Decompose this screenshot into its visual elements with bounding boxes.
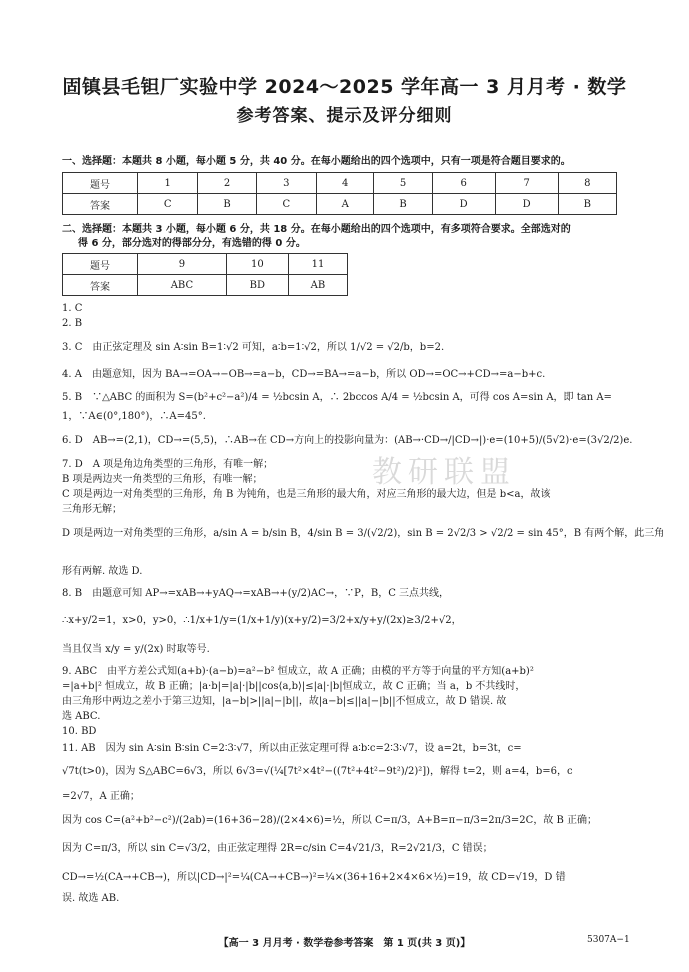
solution-line: 形有两解. 故选 D. [62, 566, 143, 577]
solution-line: 9. ABC 由平方差公式知(a+b)·(a−b)=a²−b² 恒成立，故 A 正确；由模的平方等于向量的平方知(a+b)² [62, 666, 534, 677]
table-cell: AB [288, 275, 347, 296]
table-row [63, 173, 617, 194]
solution-line: 因为 cos C=(a²+b²−c²)/(2ab)=(16+36−28)/(2×4×6)=½，所以 C=π/3，A+B=π−π/3=2π/3=2C，故 B 正确； [62, 815, 598, 826]
document-code: 5307A−1 [587, 935, 630, 945]
table-cell: 4 [317, 173, 374, 194]
table-cell: B [558, 194, 616, 215]
page-title: 固镇县毛钽厂实验中学 2024～2025 学年高一 3 月月考 · 数学 [62, 76, 627, 98]
solution-line: 5. B ∵△ABC 的面积为 S=(b²+c²−a²)/4 = ½bcsin A，∴ 2bccos A/4 = ½bcsin A，可得 cos A=sin A，即 tan A= [62, 392, 612, 403]
table-cell: 11 [288, 254, 347, 275]
table-cell: 5 [374, 173, 432, 194]
table-cell: C [256, 194, 316, 215]
solution-line: ∴x+y/2=1，x>0，y>0，∴1/x+1/y=(1/x+1/y)(x+y/2)=3/2+x/y+y/(2x)≥3/2+√2， [62, 615, 462, 626]
table-cell: 8 [558, 173, 616, 194]
table-cell: B [198, 194, 256, 215]
table-cell: D [432, 194, 495, 215]
section2-answer-table [62, 253, 348, 296]
page-subtitle: 参考答案、提示及评分细则 [236, 106, 453, 126]
solution-line: 7. D A 项是角边角类型的三角形，有唯一解； [62, 459, 274, 470]
solution-line: 4. A 由题意知，因为 BA→=OA→−OB→=a−b，CD→=BA→=a−b，所以 OD→=OC→+CD→=a−b+c. [62, 369, 546, 380]
table-row [63, 194, 617, 215]
solution-line: CD→=½(CA→+CB→)，所以|CD→|²=¼(CA→+CB→)²=¼×(36+16+2×4×6×½)=19，故 CD=√19，D 错 [62, 872, 566, 883]
row-label: 答案 [63, 194, 138, 215]
solution-line: 三角形无解； [62, 504, 122, 515]
solution-line: =2√7，A 正确； [62, 791, 140, 802]
solution-line: 选 ABC. [62, 711, 101, 722]
solution-line: C 项是两边一对角类型的三角形，角 B 为钝角，也是三角形的最大角，对应三角形的最大边，但是 b<a，故该 [62, 489, 551, 500]
solution-line: 当且仅当 x/y = y/(2x) 时取等号. [62, 644, 210, 655]
solution-line: D 项是两边一对角类型的三角形，a/sin A = b/sin B，4/sin B = 3/(√2/2)，sin B = 2√2/3 > √2/2 = sin 45°，B 有两个解，此三角 [62, 528, 665, 539]
table-row [63, 275, 348, 296]
solution-line: =|a+b|² 恒成立，故 B 正确；|a·b|=|a|·|b||cos⟨a,b⟩|≤|a|·|b|恒成立，故 C 正确；当 a，b 不共线时， [62, 681, 526, 692]
solution-line: 因为 C=π/3，所以 sin C=√3/2，由正弦定理得 2R=c/sin C=4√21/3，R=2√21/3，C 错误； [62, 843, 493, 854]
page-footer: 【高一 3 月月考 · 数学卷参考答案 第 1 页(共 3 页)】 [218, 938, 471, 949]
table-cell: ABC [138, 275, 227, 296]
row-label: 题号 [63, 254, 138, 275]
solution-line: 由三角形中两边之差小于第三边知，|a−b|>||a|−|b||，故|a−b|≤||a|−|b||不恒成立，故 D 错误. 故 [62, 696, 507, 707]
table-cell: BD [226, 275, 288, 296]
solution-line: 8. B 由题意可知 AP→=xAB→+yAQ→=xAB→+(y/2)AC→，∵P，B，C 三点共线， [62, 588, 450, 599]
table-cell: B [374, 194, 432, 215]
solution-line: 1. C [62, 303, 83, 314]
row-label: 题号 [63, 173, 138, 194]
table-cell: 3 [256, 173, 316, 194]
solution-line: 6. D AB→=(2,1)，CD→=(5,5)，∴AB→在 CD→方向上的投影向量为：(AB→·CD→/|CD→|)·e=(10+5)/(5√2)·e=(3√2/2)e. [62, 435, 633, 446]
table-row [63, 254, 348, 275]
solution-line: 2. B [62, 318, 83, 329]
table-cell: C [138, 194, 198, 215]
section1-heading: 一、选择题：本题共 8 小题，每小题 5 分，共 40 分。在每小题给出的四个选项中，只有一项是符合题目要求的。 [62, 156, 571, 167]
watermark: 教研联盟 [372, 455, 516, 490]
section1-answer-table [62, 172, 617, 215]
solution-line: 1，∵A∈(0°,180°)，∴A=45°. [62, 411, 206, 422]
table-cell: A [317, 194, 374, 215]
table-cell: 10 [226, 254, 288, 275]
table-cell: 7 [495, 173, 558, 194]
row-label: 答案 [63, 275, 138, 296]
section2-heading-line1: 二、选择题：本题共 3 小题，每小题 6 分，共 18 分。在每小题给出的四个选项中，有多项符合要求。全部选对的 [62, 224, 571, 235]
section2-heading-line2: 得 6 分，部分选对的得部分分，有选错的得 0 分。 [78, 238, 306, 249]
table-cell: 6 [432, 173, 495, 194]
table-cell: 1 [138, 173, 198, 194]
solution-line: 3. C 由正弦定理及 sin A∶sin B=1∶√2 可知，a∶b=1∶√2，所以 1/√2 = √2/b，b=2. [62, 342, 445, 353]
table-cell: 9 [138, 254, 227, 275]
solution-line: 10. BD [62, 726, 97, 737]
table-cell: D [495, 194, 558, 215]
solution-line: B 项是两边夹一角类型的三角形，有唯一解； [62, 474, 263, 485]
solution-line: 11. AB 因为 sin A∶sin B∶sin C=2∶3∶√7，所以由正弦定理可得 a∶b∶c=2∶3∶√7，设 a=2t，b=3t，c= [62, 743, 522, 754]
solution-line: √7t(t>0)，因为 S△ABC=6√3，所以 6√3=√(¼[7t²×4t²−((7t²+4t²−9t²)/2)²])，解得 t=2，则 a=4，b=6，c [62, 766, 573, 777]
solution-line: 误. 故选 AB. [62, 893, 120, 904]
table-cell: 2 [198, 173, 256, 194]
